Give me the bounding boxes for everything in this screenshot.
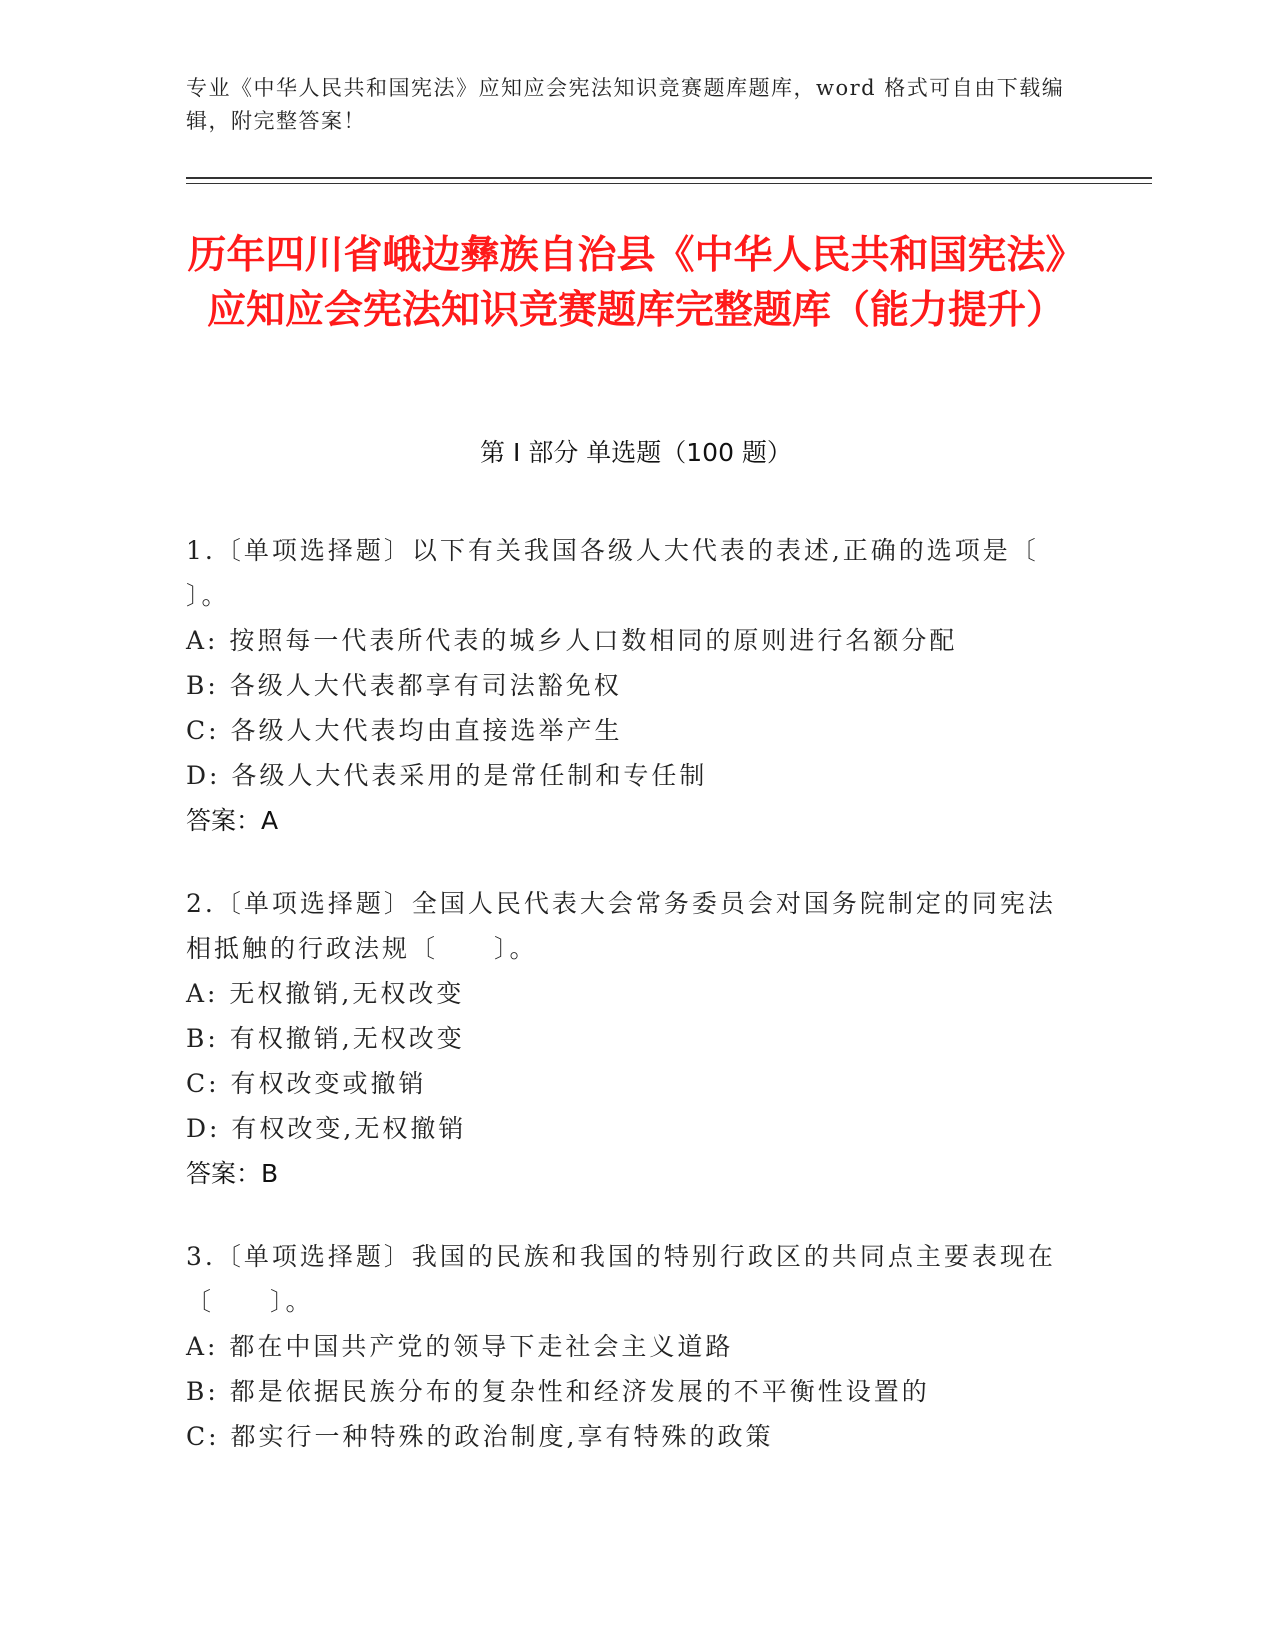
question-option-a: A: 按照每一代表所代表的城乡人口数相同的原则进行名额分配 — [186, 626, 958, 655]
question-option-c: C: 各级人大代表均由直接选举产生 — [186, 716, 623, 745]
question-2 — [186, 881, 1066, 1196]
question-list — [186, 528, 1066, 1497]
question-stem: 3.〔单项选择题〕我国的民族和我国的特别行政区的共同点主要表现在〔 〕。 — [186, 1242, 1056, 1316]
question-option-b: B: 各级人大代表都享有司法豁免权 — [186, 671, 622, 700]
header-note: 专业《中华人民共和国宪法》应知应会宪法知识竞赛题库题库，word 格式可自由下载编辑，附完整答案！ — [186, 76, 1065, 133]
question-option-d: D: 各级人大代表采用的是常任制和专任制 — [186, 761, 708, 790]
question-option-d: D: 有权改变,无权撤销 — [186, 1114, 467, 1143]
question-option-b: B: 都是依据民族分布的复杂性和经济发展的不平衡性设置的 — [186, 1377, 930, 1406]
header-rule-thick — [186, 177, 1152, 179]
question-option-a: A: 都在中国共产党的领导下走社会主义道路 — [186, 1332, 734, 1361]
question-answer: 答案：A — [186, 806, 279, 835]
question-1 — [186, 528, 1066, 843]
document-title: 历年四川省峨边彝族自治县《中华人民共和国宪法》应知应会宪法知识竞赛题库完整题库（能力提升） — [187, 233, 1085, 333]
question-option-c: C: 有权改变或撤销 — [186, 1069, 427, 1098]
question-stem: 1.〔单项选择题〕以下有关我国各级人大代表的表述,正确的选项是〔 〕。 — [186, 536, 1039, 610]
question-option-b: B: 有权撤销,无权改变 — [186, 1024, 465, 1053]
section-title: 第 I 部分 单选题（100 题） — [480, 438, 792, 467]
question-option-c: C: 都实行一种特殊的政治制度,享有特殊的政策 — [186, 1422, 774, 1451]
header-rule-thin — [186, 183, 1152, 184]
question-3 — [186, 1234, 1066, 1459]
question-answer: 答案：B — [186, 1159, 279, 1188]
question-option-a: A: 无权撤销,无权改变 — [186, 979, 465, 1008]
question-stem: 2.〔单项选择题〕全国人民代表大会常务委员会对国务院制定的同宪法相抵触的行政法规〔 〕。 — [186, 889, 1056, 963]
